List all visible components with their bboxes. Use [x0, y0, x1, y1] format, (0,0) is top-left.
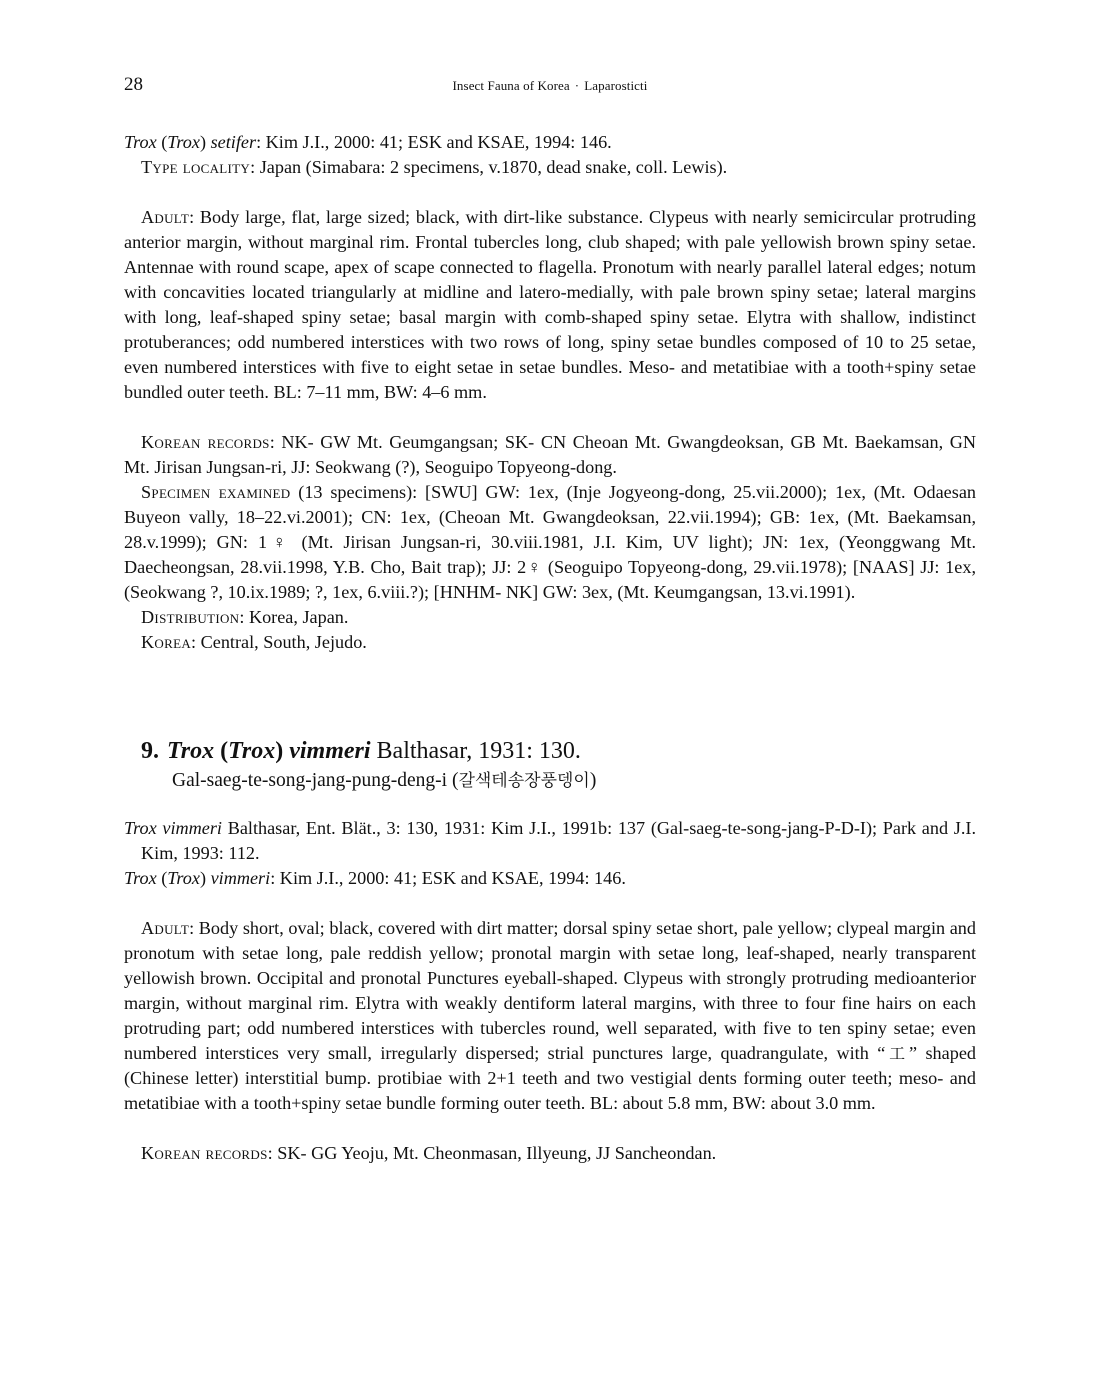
vimmeri-adult-description — [124, 916, 976, 1116]
citation-genus-species: Trox vimmeri — [124, 818, 222, 838]
korea-label: Korea — [141, 632, 192, 652]
common-name — [124, 766, 976, 796]
citation-subgenus: Trox — [167, 132, 200, 152]
adult-text-part-2: ” shaped (Chinese letter) interstitial bump. protibiae with 2+1 teeth and two vestigial dents forming outer teeth; meso- and metatibiae with a tooth+spiny setae bundle forming outer teeth. BL: about 5.8 mm, BW: about 3.0 mm. — [124, 1043, 976, 1113]
distribution-label: Distribution — [141, 607, 240, 627]
type-locality-text: : Japan (Simabara: 2 specimens, v.1870, dead snake, coll. Lewis). — [250, 157, 728, 177]
citation-paren-open: ( — [156, 868, 168, 888]
citation-subgenus: Trox — [167, 868, 200, 888]
type-locality-label: Type locality — [141, 157, 251, 177]
running-title-journal: Insect Fauna of Korea — [452, 78, 570, 93]
heading-paren-open: ( — [214, 738, 229, 764]
specimen-examined-label: Specimen examined — [141, 482, 291, 502]
setifer-type-locality — [124, 155, 976, 180]
setifer-distribution — [124, 605, 976, 630]
page-header — [124, 74, 976, 98]
vimmeri-citation-1 — [124, 816, 976, 866]
running-title — [124, 78, 976, 94]
citation-text: : Kim J.I., 2000: 41; ESK and KSAE, 1994: 146. — [256, 132, 612, 152]
citation-text: : Kim J.I., 2000: 41; ESK and KSAE, 1994: 146. — [270, 868, 626, 888]
chinese-character: 工 — [885, 1044, 909, 1063]
distribution-text: : Korea, Japan. — [239, 607, 349, 627]
page-number: 28 — [124, 74, 143, 95]
korean-records-text: : NK- GW Mt. Geumgangsan; SK- CN Cheoan Mt. Gwangdeoksan, GB Mt. Baekamsan, GN Mt. Jirisan Jungsan-ri, JJ: Seokwang (?), Seoguipo Topyeong-dong. — [124, 432, 977, 477]
citation-paren-open: ( — [156, 132, 168, 152]
species-heading — [124, 736, 976, 766]
common-name-romanized: Gal-saeg-te-song-jang-pung-deng-i — [172, 770, 448, 791]
adult-label: Adult — [141, 207, 190, 227]
vimmeri-citation-2 — [124, 866, 976, 891]
running-title-separator: · — [574, 78, 580, 93]
citation-genus: Trox — [124, 132, 157, 152]
common-name-hangul: 갈색테송장풍뎅이 — [458, 771, 590, 791]
species-number: 9. — [141, 738, 159, 764]
setifer-specimen-examined — [124, 480, 976, 605]
korean-records-label: Korean records — [141, 1143, 268, 1163]
common-name-paren-open: ( — [447, 770, 459, 791]
heading-genus: Trox — [167, 738, 215, 764]
korean-records-text: : SK- GG Yeoju, Mt. Cheonmasan, Illyeung, JJ Sancheondan. — [267, 1143, 717, 1163]
heading-subgenus: Trox — [228, 738, 276, 764]
setifer-korean-records — [124, 430, 976, 480]
running-title-section: Laparosticti — [584, 78, 648, 93]
citation-paren-close: ) — [199, 868, 211, 888]
setifer-citation — [124, 130, 976, 155]
heading-paren-close: ) — [275, 738, 290, 764]
citation-genus: Trox — [124, 868, 157, 888]
heading-species: vimmeri — [289, 738, 371, 764]
korea-text: : Central, South, Jejudo. — [191, 632, 367, 652]
specimen-examined-text: (13 specimens): [SWU] GW: 1ex, (Inje Jogyeong-dong, 25.vii.2000); 1ex, (Mt. Odaesan Buyeon vally, 18–22.vi.2001); CN: 1ex, (Cheoan Mt. Gwangdeoksan, 22.vii.1994); GB: 1ex, (Mt. Baekamsan, 28.v.1999); GN: 1♀ (Mt. Jirisan Jungsan-ri, 30.viii.1981, J.I. Kim, UV light); JN: 1ex, (Yeonggwang Mt. Daecheongsan, 28.vii.1998, Y.B. Cho, Bait trap); JJ: 2♀ (Seoguipo Topyeong-dong, 29.vii.1978); [NAAS] JJ: 1ex, (Seokwang ?, 10.ix.1989; ?, 1ex, 6.viii.?); [HNHM- NK] GW: 3ex, (Mt. Keumgangsan, 13.vi.1991). — [124, 482, 976, 602]
vimmeri-korean-records — [124, 1141, 976, 1166]
setifer-korea — [124, 630, 976, 655]
citation-species: setifer — [210, 132, 257, 152]
citation-paren-close: ) — [199, 132, 211, 152]
adult-text: : Body large, flat, large sized; black, with dirt-like substance. Clypeus with nearly semicircular protruding anterior margin, without marginal rim. Frontal tubercles long, club shaped; with pale yellowish brown spiny setae. Antennae with round scape, apex of scape connected to flagella. Pronotum with nearly parallel lateral edges; notum with concavities located triangularly at midline and latero-medially, with pale brown spiny setae; lateral margins with long, leaf-shaped spiny setae; basal margin with comb-shaped spiny setae. Elytra with shallow, indistinct protuberances; odd numbered interstices with two rows of long, spiny setae bundles composed of 10 to 25 setae, even numbered interstices with five to eight setae in setae bundles. Meso- and metatibiae with a tooth+spiny setae bundled outer teeth. BL: 7–11 mm, BW: 4–6 mm. — [124, 207, 976, 402]
document-body — [124, 130, 976, 1166]
citation-species: vimmeri — [210, 868, 271, 888]
korean-records-label: Korean records — [141, 432, 270, 452]
adult-label: Adult — [141, 918, 190, 938]
heading-author: Balthasar, 1931: 130. — [370, 738, 581, 764]
citation-text: Balthasar, Ent. Blät., 3: 130, 1931: Kim J.I., 1991b: 137 (Gal-saeg-te-song-jang-P-D-I); Park and J.I. Kim, 1993: 112. — [141, 818, 977, 863]
setifer-adult-description — [124, 205, 976, 405]
common-name-paren-close: ) — [589, 770, 597, 791]
adult-text-part-1: : Body short, oval; black, covered with dirt matter; dorsal spiny setae short, pale yellow; clypeal margin and pronotum with setae long, pale reddish yellow; pronotal margin with setae long, leaf-shaped, nearly transparent yellowish brown. Occipital and pronotal Punctures eyeball-shaped. Clypeus with strongly protruding medioanterior margin, without marginal rim. Elytra with weakly dentiform lateral margins, with three to four fine hairs on each protruding part; odd numbered interstices with tubercles round, well separated, with five to ten spiny setae; even numbered interstices very small, irregularly dispersed; strial punctures large, quadrangulate, with “ — [124, 918, 976, 1063]
